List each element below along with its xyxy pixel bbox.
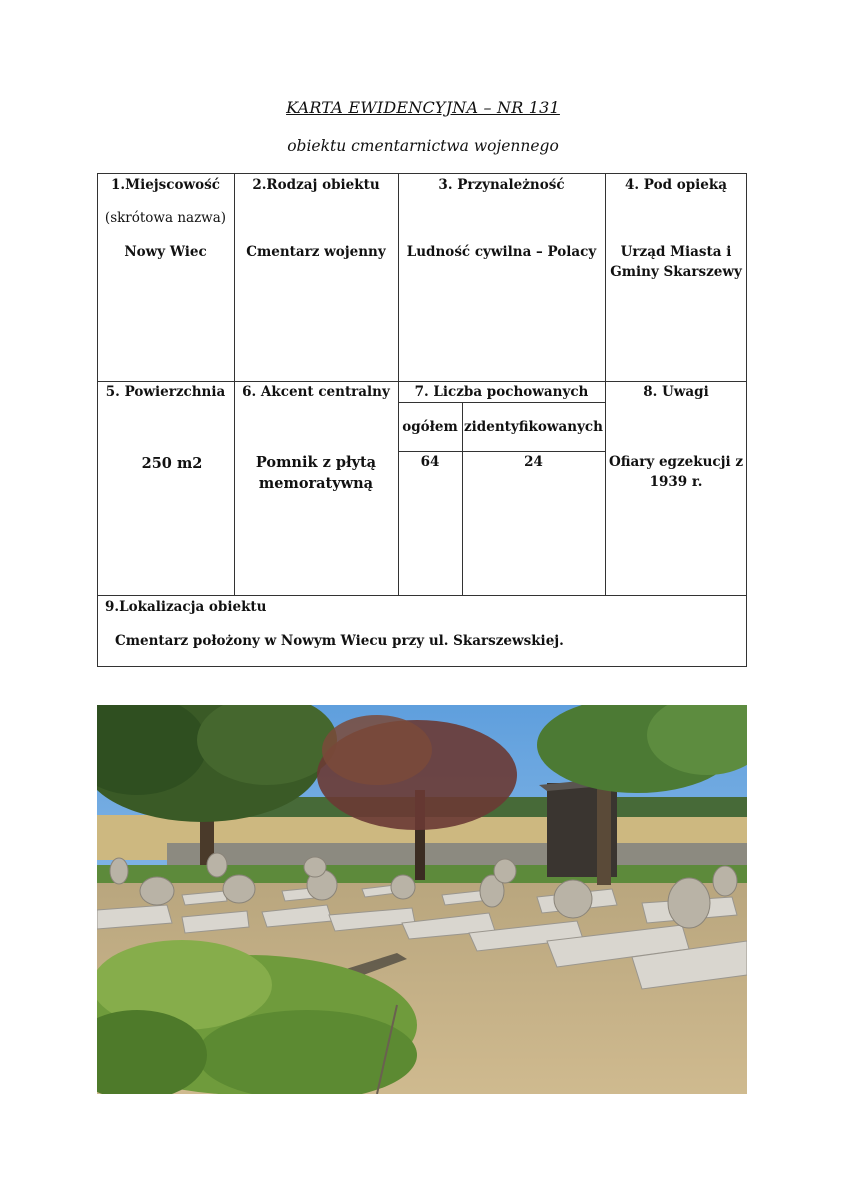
akcent-centralny-value-line1: Pomnik z płytą [255, 454, 377, 471]
zidentyfikowanych-label: zidentyfikowanych [464, 419, 603, 435]
liczba-pochowanych-label: 7. Liczba pochowanych [414, 384, 589, 400]
subheader-divider-top [398, 402, 605, 403]
przynaleznosc-value: Ludność cywilna – Polacy [406, 244, 597, 260]
akcent-centralny-label: 6. Akcent centralny [242, 384, 390, 400]
przynaleznosc-label: 3. Przynależność [438, 177, 565, 193]
powierzchnia-label: 5. Powierzchnia [105, 384, 226, 400]
rodzaj-obiektu-value: Cmentarz wojenny [246, 244, 386, 260]
table-border-bottom [97, 666, 747, 667]
miejscowosc-note: (skrótowa nazwa) [104, 210, 227, 226]
lokalizacja-value: Cmentarz położony w Nowym Wiecu przy ul. Skarszewskiej. [115, 633, 564, 649]
uwagi-label: 8. Uwagi [643, 384, 709, 400]
uwagi-value-line2: 1939 r. [649, 474, 703, 490]
pod-opieka-label: 4. Pod opieką [625, 177, 727, 193]
akcent-centralny-value-line2: memoratywną [258, 475, 374, 492]
page-title: KARTA EWIDENCYJNA – NR 131 [286, 98, 560, 117]
uwagi-value-line1: Ofiary egzekucji z [608, 454, 744, 470]
rodzaj-obiektu-label: 2.Rodzaj obiektu [252, 177, 380, 193]
row-divider-2 [97, 595, 747, 596]
ogolem-label: ogółem [402, 419, 458, 435]
page-subtitle: obiektu cmentarnictwa wojennego [287, 137, 559, 155]
powierzchnia-value: 250 m2 [141, 455, 203, 472]
pod-opieka-value-line2: Gminy Skarszewy [610, 264, 742, 280]
pod-opieka-value-line1: Urząd Miasta i [620, 244, 732, 260]
miejscowosc-value: Nowy Wiec [124, 244, 207, 260]
record-table [97, 173, 747, 667]
lokalizacja-label: 9.Lokalizacja obiektu [105, 599, 267, 615]
miejscowosc-label: 1.Miejscowość [111, 177, 220, 193]
cemetery-photo [97, 705, 747, 1094]
zidentyfikowanych-value: 24 [524, 454, 543, 470]
ogolem-value: 64 [420, 454, 440, 470]
table-border-top [97, 173, 747, 174]
